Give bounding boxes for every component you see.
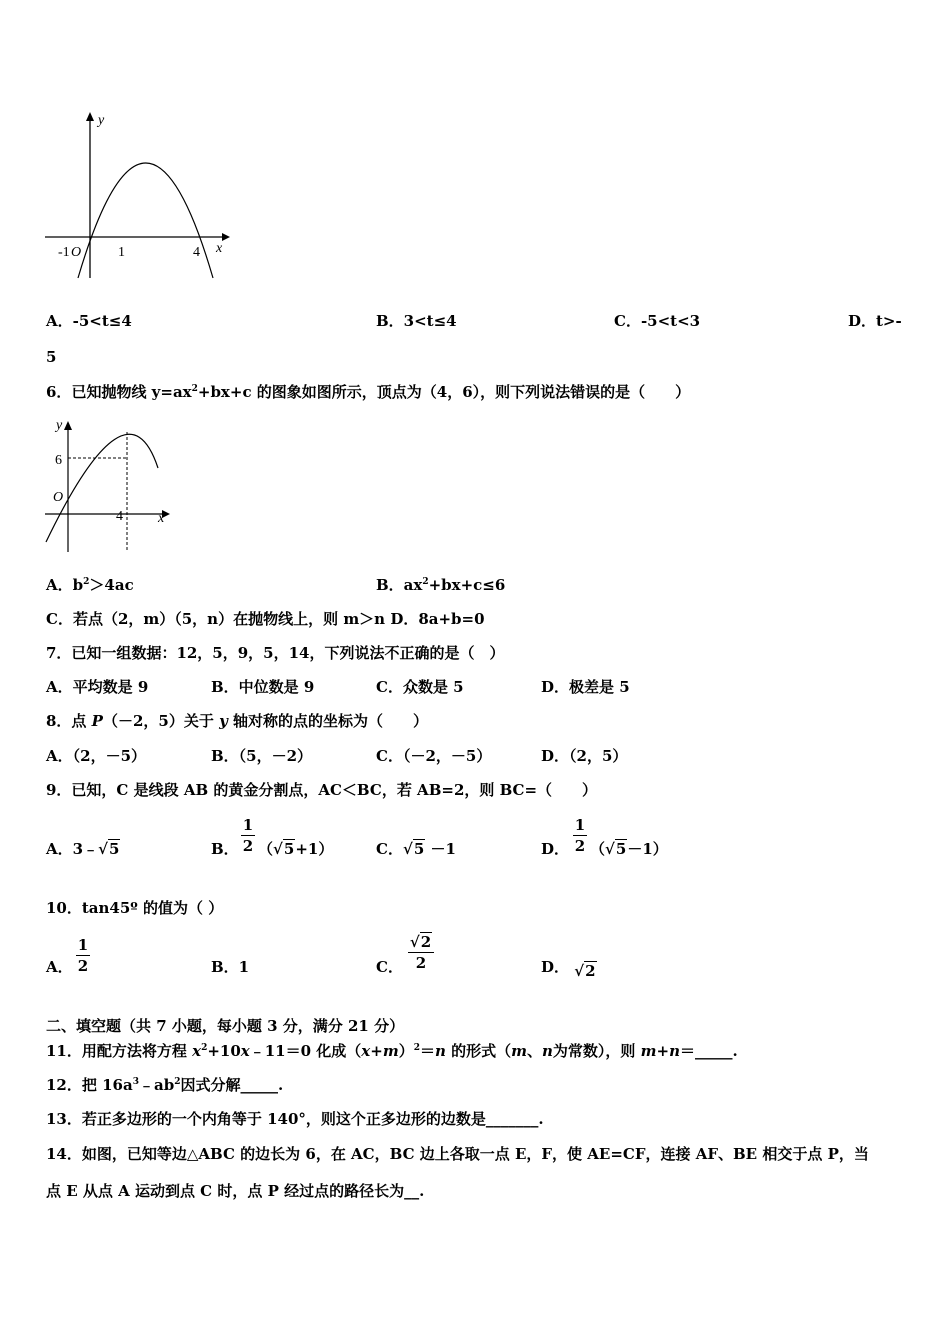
q10-option-c-fraction: $\frac{√2}{2}$ bbox=[408, 933, 434, 972]
q11: 11．用配方法将方程 $x^2+10x﹣11=0$ 化成$(x+m)^2=n$ 的形式（m、n为常数），则 m+n＝_____. bbox=[46, 1042, 738, 1060]
graph2-tick-4: 4 bbox=[116, 509, 123, 524]
q7-option-b: B．中位数是 9 bbox=[211, 678, 315, 696]
q5-option-b: B．3<t≤4 bbox=[376, 312, 457, 330]
q6-stem: 6．已知抛物线 $y=ax^2+bx+c$ 的图象如图所示，顶点为（4，6），则下列说法错误的是（ ） bbox=[46, 383, 691, 401]
q10-option-a-label: A． bbox=[46, 958, 73, 976]
q7-option-c: C．众数是 5 bbox=[376, 678, 464, 696]
graph2-x-label: x bbox=[158, 511, 165, 526]
q9-option-b-fraction: $\frac{1}{2}$ bbox=[242, 816, 254, 855]
graph1-y-label: y bbox=[98, 113, 105, 128]
q10-stem: 10．tan45º 的值为（ ） bbox=[46, 899, 224, 917]
sqrt-symbol: √2 bbox=[409, 933, 432, 951]
sqrt-symbol: √2 bbox=[574, 962, 596, 980]
sqrt-symbol: √5 bbox=[98, 840, 120, 858]
q7-stem: 7．已知一组数据：12，5，9，5，14，下列说法不正确的是（ ） bbox=[46, 644, 505, 662]
sqrt-symbol: √5 bbox=[402, 840, 425, 858]
q7-option-d: D．极差是 5 bbox=[541, 678, 630, 696]
q5-option-d-continued: 5 bbox=[46, 348, 57, 366]
graph1-tick-4: 4 bbox=[193, 245, 200, 260]
graph2-y-label: y bbox=[56, 418, 63, 433]
q6-option-a: A．$b^2>4ac$ bbox=[46, 576, 134, 594]
sqrt-symbol: √5 bbox=[273, 840, 295, 858]
q9-option-b-expression: （√5+1） bbox=[258, 840, 334, 858]
graph1-origin: O bbox=[71, 245, 82, 260]
q10-option-a-fraction: $\frac{1}{2}$ bbox=[77, 936, 89, 975]
q5-option-d: D．t>- bbox=[848, 312, 902, 330]
q8-option-d: D．（2，5） bbox=[541, 747, 628, 765]
q9-option-d-fraction: $\frac{1}{2}$ bbox=[574, 816, 586, 855]
q8-option-a: A．（2，－5） bbox=[46, 747, 147, 765]
q6-option-cd: C．若点（2，m）（5，n）在抛物线上，则 m＞n D．8a+b=0 bbox=[46, 610, 485, 628]
graph2-origin: O bbox=[53, 490, 64, 505]
graph1-x-label: x bbox=[216, 241, 223, 256]
q14-line-1: 14．如图，已知等边△ABC 的边长为 6，在 AC，BC 边上各取一点 E，F，使 AE=CF，连接 AF、BE 相交于点 P，当 bbox=[46, 1145, 869, 1163]
q9-stem: 9．已知，C 是线段 AB 的黄金分割点，AC＜BC，若 AB=2，则 BC=（ ） bbox=[46, 781, 598, 799]
q8-stem: 8．点 P（－2，5）关于 y 轴对称的点的坐标为（ ） bbox=[46, 712, 429, 730]
q9-option-d-expression: （√5－1） bbox=[590, 840, 668, 858]
q7-option-a: A．平均数是 9 bbox=[46, 678, 149, 696]
q14-line-2: 点 E 从点 A 运动到点 C 时，点 P 经过点的路径长为__. bbox=[46, 1182, 425, 1200]
q9-option-d-label: D． bbox=[541, 840, 570, 858]
parabola-graph-1 bbox=[40, 108, 240, 283]
q13: 13．若正多边形的一个内角等于 140°，则这个正多边形的边数是_______. bbox=[46, 1110, 544, 1128]
q6-option-b: B．$ax^2+bx+c\le 6$ bbox=[376, 576, 506, 594]
q5-option-c: C．-5<t<3 bbox=[614, 312, 701, 330]
q10-option-b: B．1 bbox=[211, 958, 250, 976]
q9-option-b-label: B． bbox=[211, 840, 239, 858]
graph1-tick-neg1: -1 bbox=[58, 245, 70, 260]
q10-option-c-label: C． bbox=[376, 958, 403, 976]
q8-option-b: B．（5，－2） bbox=[211, 747, 313, 765]
graph2-tick-6: 6 bbox=[55, 453, 62, 468]
q9-option-c: C．√5 －1 bbox=[376, 840, 456, 858]
graph1-tick-1: 1 bbox=[118, 245, 125, 260]
q12: 12．把 $16a^3﹣ab^2$因式分解_____. bbox=[46, 1076, 284, 1094]
q5-option-a: A．-5<t≤4 bbox=[46, 312, 132, 330]
section-2-title: 二、填空题（共 7 小题，每小题 3 分，满分 21 分） bbox=[46, 1017, 405, 1035]
q8-option-c: C．（－2，－5） bbox=[376, 747, 492, 765]
q10-option-d: D． √2 bbox=[541, 958, 596, 980]
parabola-graph-2 bbox=[40, 414, 175, 554]
q9-option-a: A．3﹣√5 bbox=[46, 840, 120, 858]
sqrt-symbol: √5 bbox=[605, 840, 627, 858]
